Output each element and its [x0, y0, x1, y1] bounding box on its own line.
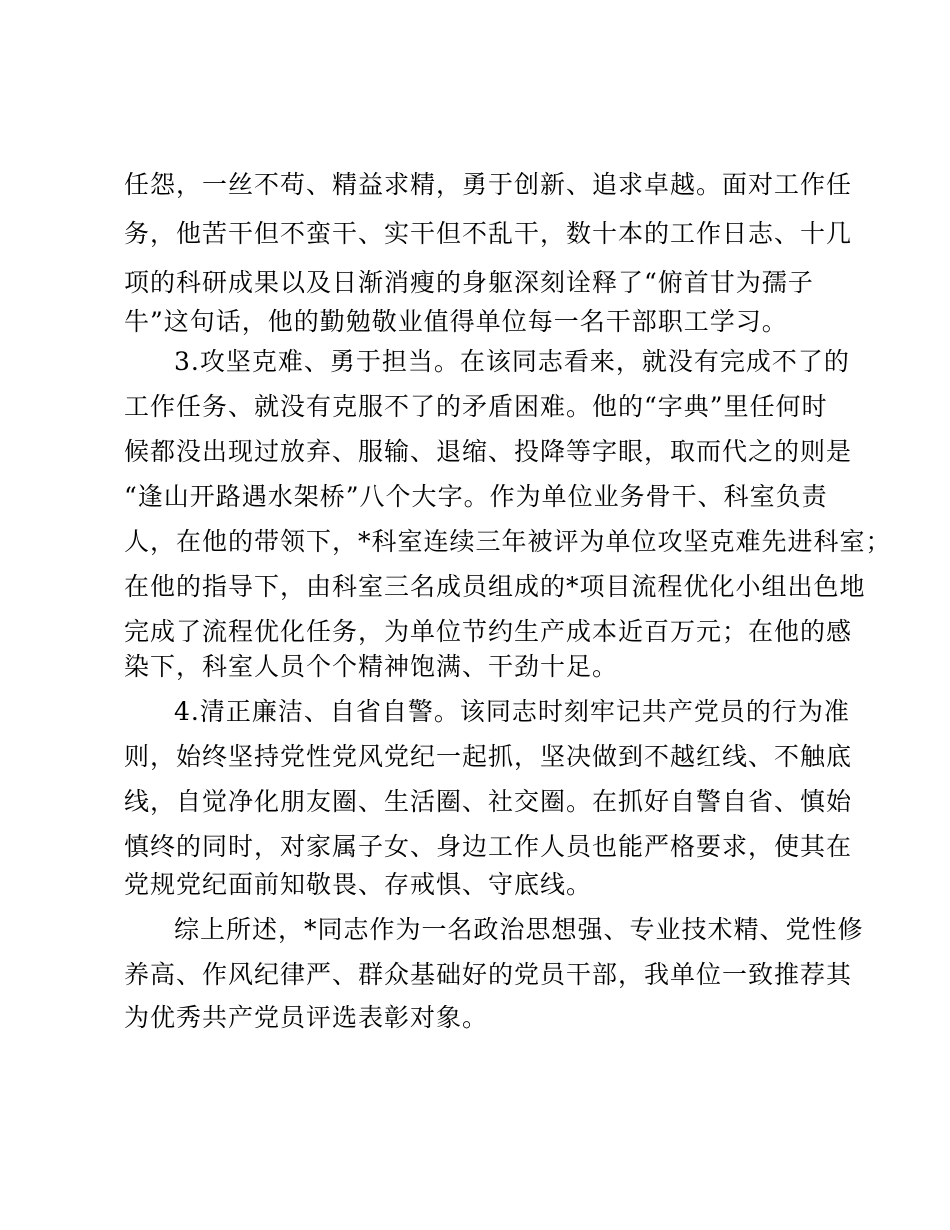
text-line: 工作任务、就没有克服不了的矛盾困难。他的“字典”里任何时 — [124, 392, 828, 421]
text-line: 则，始终坚持党性党风党纪一起抓，坚决做到不越红线、不触底 — [124, 742, 853, 771]
text-line: 任怨，一丝不苟、精益求精，勇于创新、追求卓越。面对工作任 — [124, 170, 853, 199]
paragraph-heading-3: 3.攻坚克难、勇于担当。在该同志看来，就没有完成不了的 — [174, 347, 850, 376]
paragraph-heading-4: 4.清正廉洁、自省自警。该同志时刻牢记共产党员的行为准 — [174, 697, 850, 726]
text-line: 线，自觉净化朋友圈、生活圈、社交圈。在抓好自警自省、慎始 — [124, 787, 853, 816]
text-line: 党规党纪面前知敬畏、存戒惧、守底线。 — [124, 870, 593, 899]
text-line: 为优秀共产党员评选表彰对象。 — [124, 1003, 489, 1032]
text-line: 养高、作风纪律严、群众基础好的党员干部，我单位一致推荐其 — [124, 960, 853, 989]
text-line: 项的科研成果以及日渐消瘦的身躯深刻诠释了“俯首甘为孺子 — [124, 268, 814, 297]
text-line: 牛”这句话，他的勤勉敬业值得单位每一名干部职工学习。 — [124, 307, 788, 336]
text-line: 完成了流程优化任务，为单位节约生产成本近百万元；在他的感 — [124, 617, 853, 646]
text-line: 慎终的同时，对家属子女、身边工作人员也能严格要求，使其在 — [124, 832, 853, 861]
text-line: “逢山开路遇水架桥”八个大字。作为单位业务骨干、科室负责 — [124, 482, 828, 511]
text-line: 染下，科室人员个个精神饱满、干劲十足。 — [124, 652, 619, 681]
summary-paragraph-start: 综上所述，*同志作为一名政治思想强、专业技术精、党性修 — [174, 915, 864, 944]
text-line: 候都没出现过放弃、服输、退缩、投降等字眼，取而代之的则是 — [124, 437, 853, 466]
text-line: 在他的指导下，由科室三名成员组成的*项目流程优化小组出色地 — [124, 572, 866, 601]
text-line: 人，在他的带领下，*科室连续三年被评为单位攻坚克难先进科室； — [124, 527, 892, 556]
text-line: 务，他苦干但不蛮干、实干但不乱干，数十本的工作日志、十几 — [124, 219, 853, 248]
